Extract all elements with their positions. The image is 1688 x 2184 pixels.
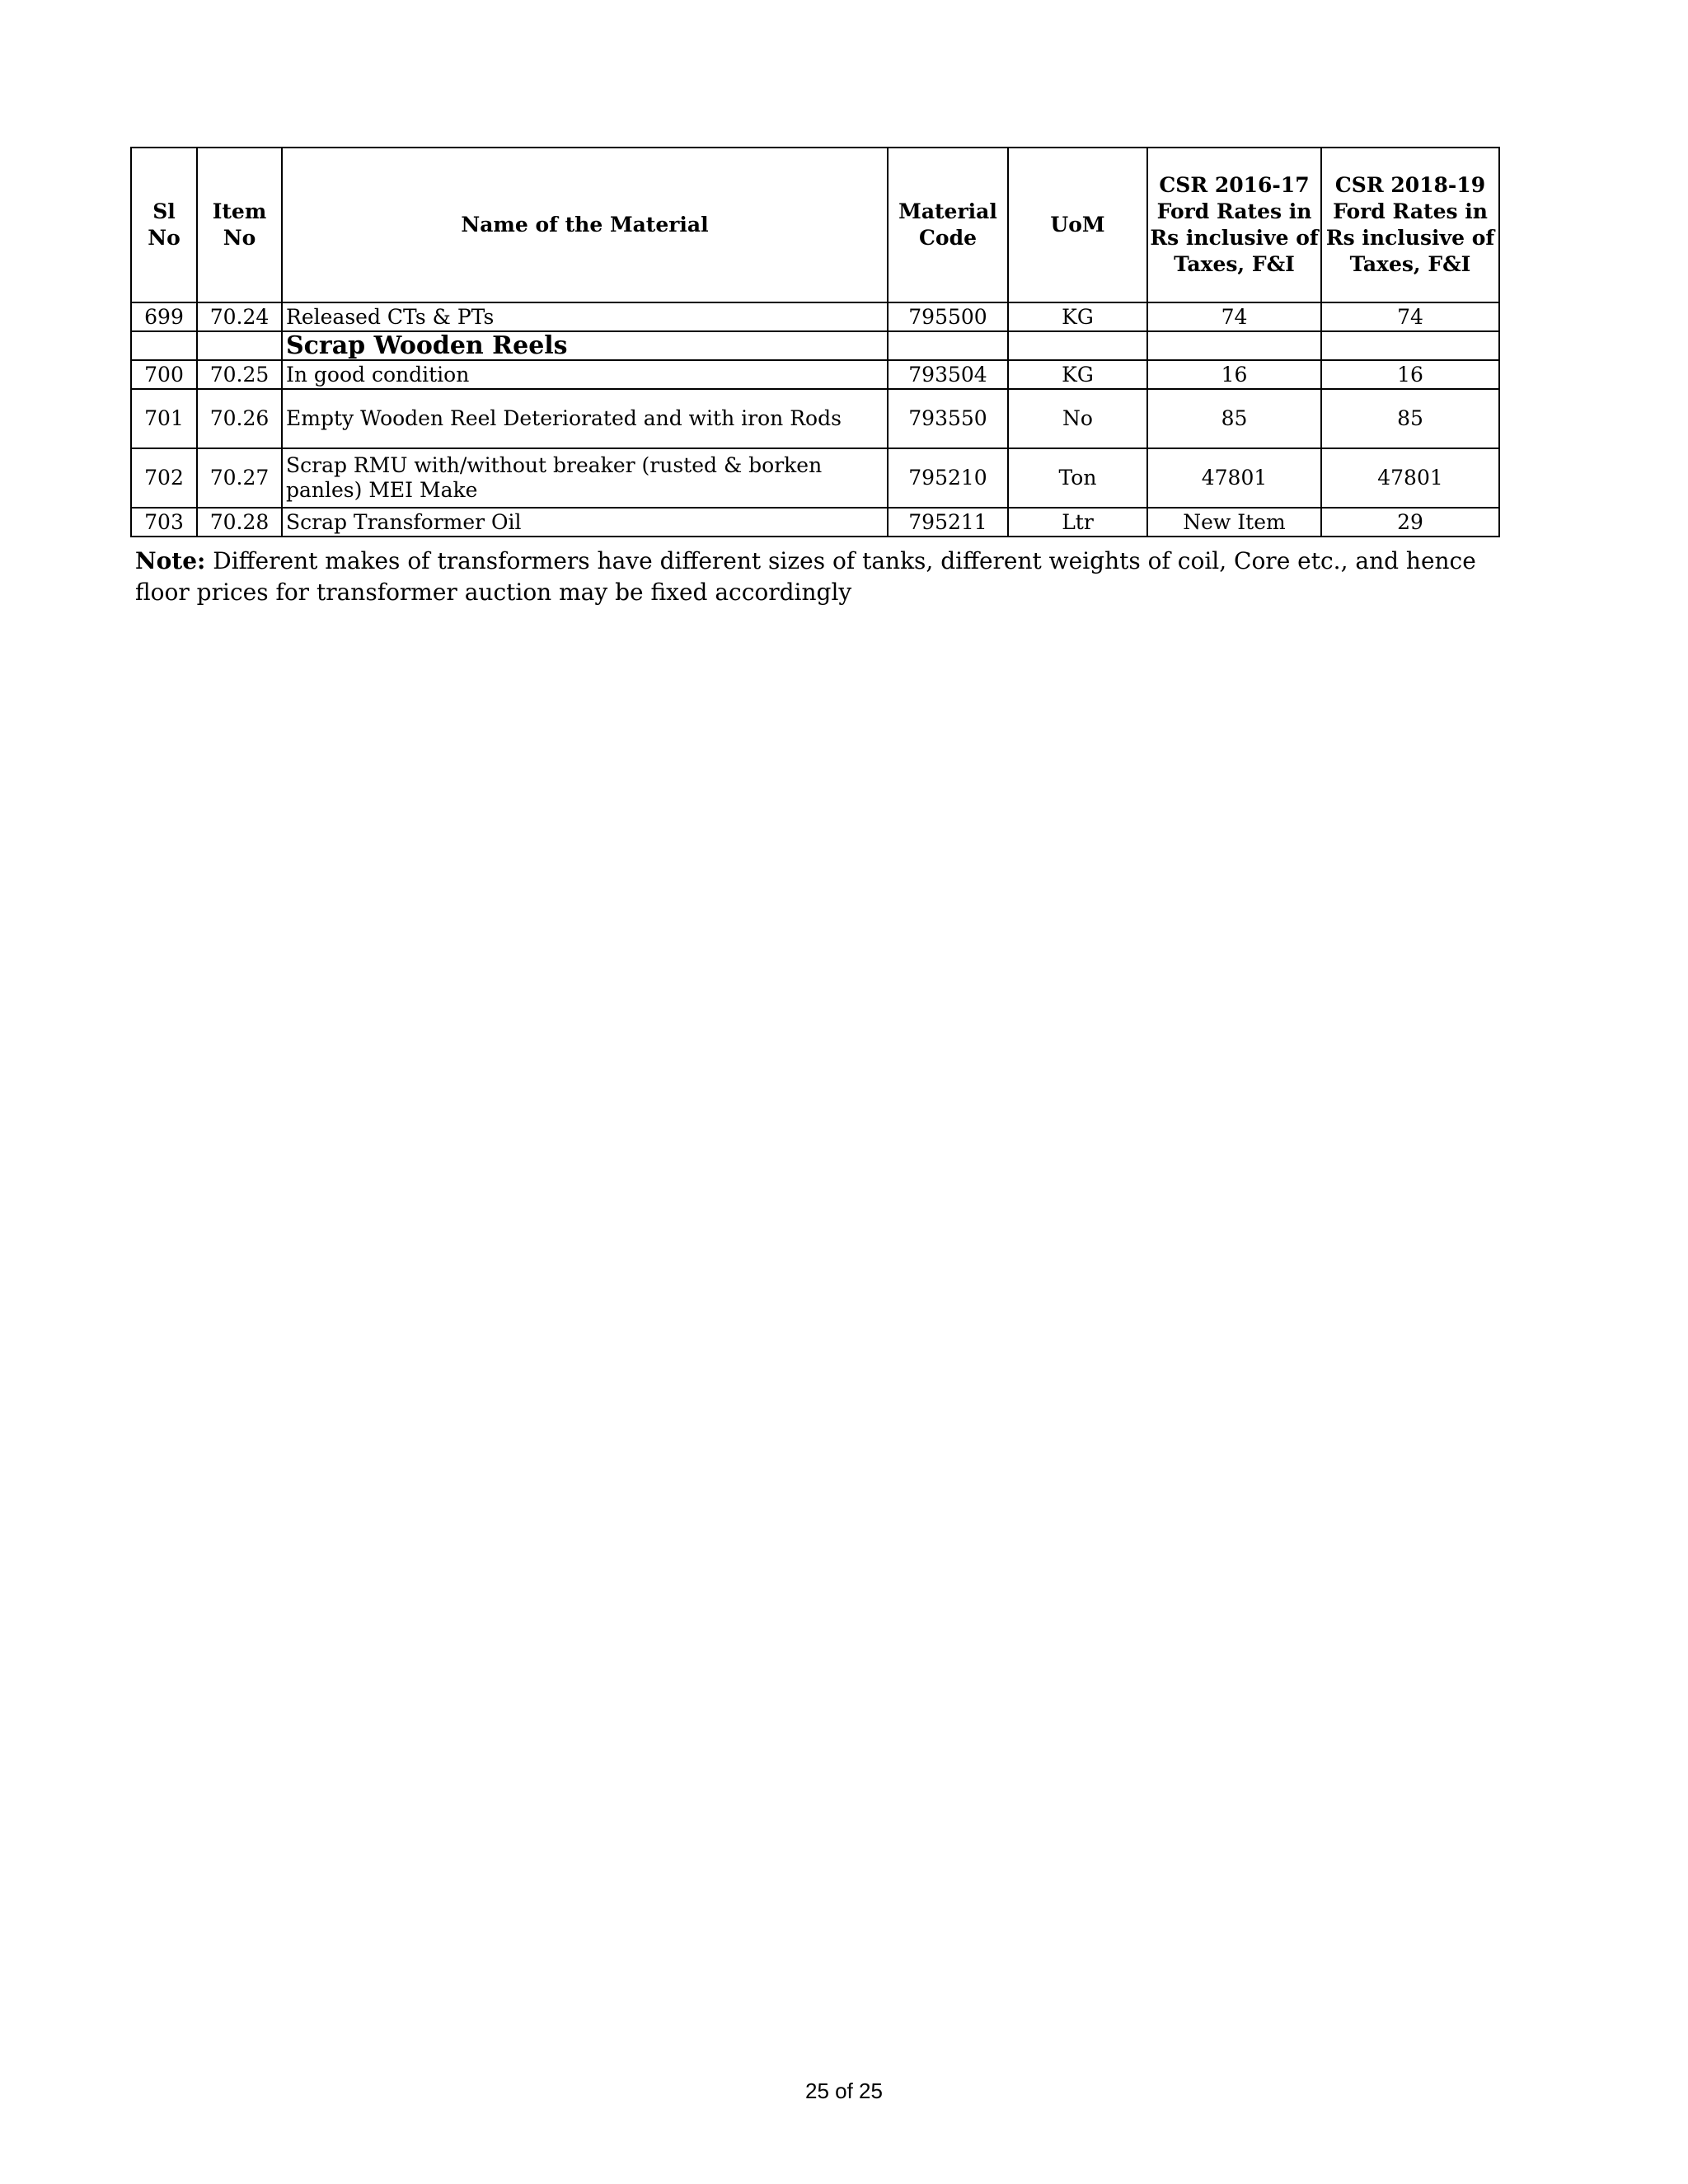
header-material-code: Material Code	[888, 148, 1008, 302]
rates-sheet	[130, 147, 1498, 608]
cell-material-name: Released CTs & PTs	[282, 302, 888, 331]
material-rates-table	[130, 147, 1500, 537]
cell-csr-2016-17: 47801	[1147, 448, 1321, 508]
table-header-row	[131, 148, 1499, 302]
cell-item-no: 70.27	[197, 448, 282, 508]
cell-item-no: 70.25	[197, 360, 282, 389]
cell-item-no: 70.24	[197, 302, 282, 331]
cell-material-name: Scrap RMU with/without breaker (rusted & borken panles) MEI Make	[282, 448, 888, 508]
header-material-name: Name of the Material	[282, 148, 888, 302]
cell-item-no: 70.26	[197, 389, 282, 448]
cell-empty	[131, 331, 197, 360]
section-title: Scrap Wooden Reels	[282, 331, 888, 360]
cell-uom: Ltr	[1008, 508, 1147, 537]
header-item-no: Item No	[197, 148, 282, 302]
table-row	[131, 360, 1499, 389]
cell-sl-no: 701	[131, 389, 197, 448]
cell-empty	[1321, 331, 1499, 360]
cell-material-name: Empty Wooden Reel Deteriorated and with iron Rods	[282, 389, 888, 448]
cell-csr-2016-17: 74	[1147, 302, 1321, 331]
cell-sl-no: 699	[131, 302, 197, 331]
note-label: Note:	[135, 547, 206, 574]
cell-csr-2018-19: 85	[1321, 389, 1499, 448]
cell-empty	[888, 331, 1008, 360]
cell-material-code: 795210	[888, 448, 1008, 508]
page-number: 25 of 25	[805, 2079, 883, 2103]
header-sl-no: Sl No	[131, 148, 197, 302]
cell-sl-no: 700	[131, 360, 197, 389]
cell-csr-2018-19: 29	[1321, 508, 1499, 537]
cell-uom: KG	[1008, 302, 1147, 331]
cell-csr-2016-17: New Item	[1147, 508, 1321, 537]
cell-csr-2018-19: 16	[1321, 360, 1499, 389]
cell-material-code: 795211	[888, 508, 1008, 537]
cell-material-code: 795500	[888, 302, 1008, 331]
cell-sl-no: 703	[131, 508, 197, 537]
cell-empty	[1147, 331, 1321, 360]
cell-material-code: 793504	[888, 360, 1008, 389]
cell-csr-2016-17: 16	[1147, 360, 1321, 389]
cell-uom: Ton	[1008, 448, 1147, 508]
header-csr-2018-19: CSR 2018-19 Ford Rates in Rs inclusive of Taxes, F&I	[1321, 148, 1499, 302]
section-row	[131, 331, 1499, 360]
cell-material-name: In good condition	[282, 360, 888, 389]
table-row	[131, 448, 1499, 508]
note-paragraph	[130, 546, 1495, 608]
cell-material-code: 793550	[888, 389, 1008, 448]
table-row	[131, 389, 1499, 448]
cell-csr-2018-19: 47801	[1321, 448, 1499, 508]
table-row	[131, 508, 1499, 537]
cell-sl-no: 702	[131, 448, 197, 508]
cell-csr-2016-17: 85	[1147, 389, 1321, 448]
table-row	[131, 302, 1499, 331]
header-uom: UoM	[1008, 148, 1147, 302]
cell-empty	[197, 331, 282, 360]
cell-item-no: 70.28	[197, 508, 282, 537]
note-text: Different makes of transformers have different sizes of tanks, different weights of coil, Core etc., and hence floor prices for transformer auction may be fixed accordingly	[135, 547, 1476, 606]
cell-uom: KG	[1008, 360, 1147, 389]
cell-empty	[1008, 331, 1147, 360]
cell-uom: No	[1008, 389, 1147, 448]
cell-material-name: Scrap Transformer Oil	[282, 508, 888, 537]
cell-csr-2018-19: 74	[1321, 302, 1499, 331]
header-csr-2016-17: CSR 2016-17 Ford Rates in Rs inclusive of Taxes, F&I	[1147, 148, 1321, 302]
